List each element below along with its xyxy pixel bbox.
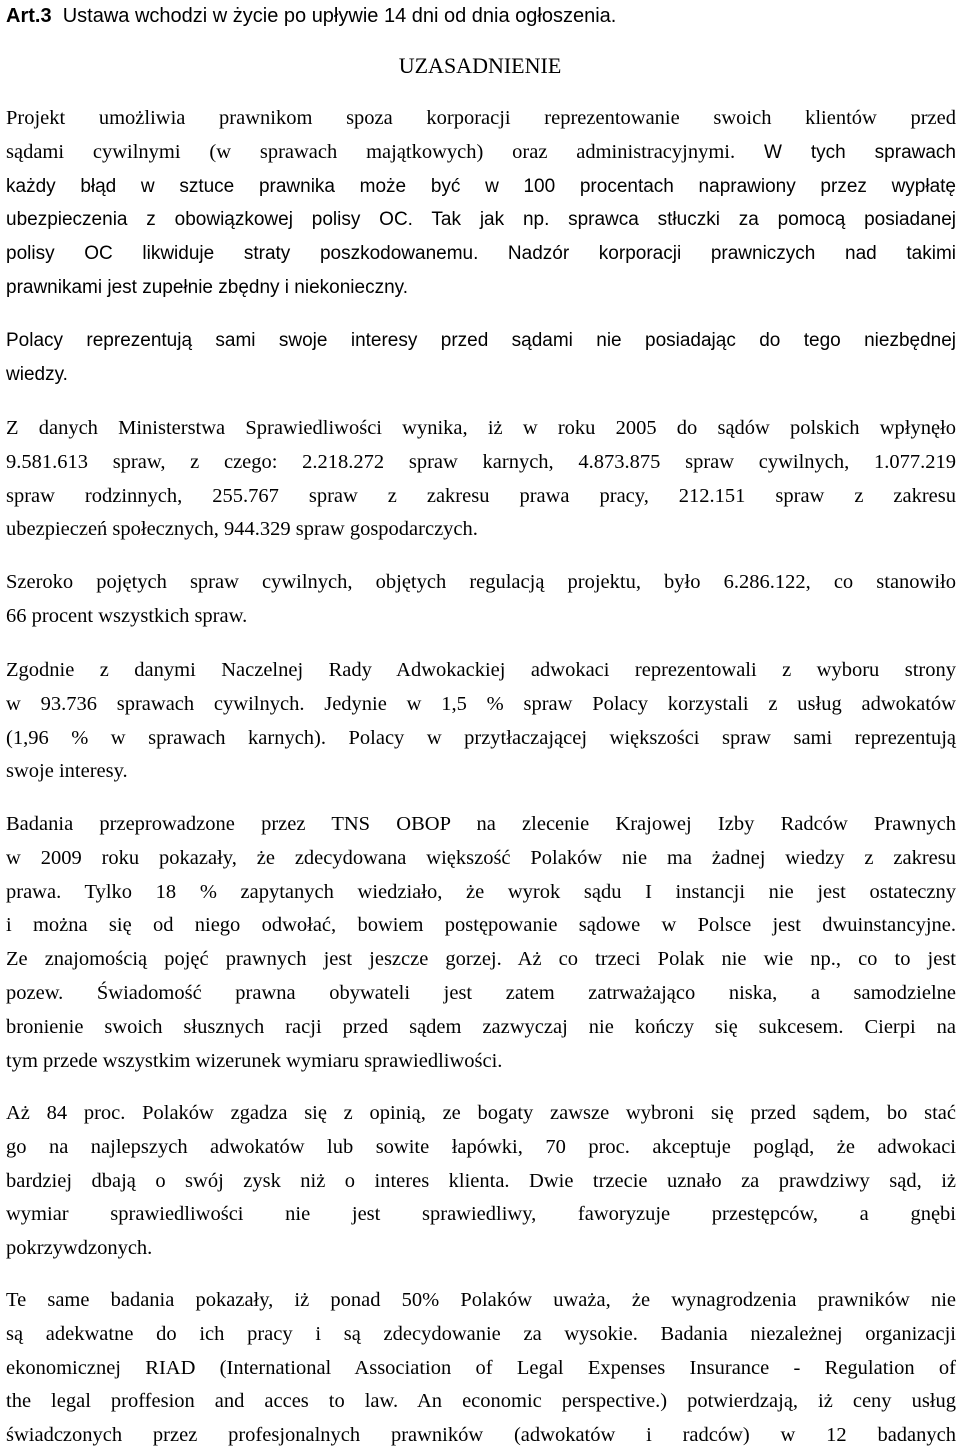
text-line: Aż 84 proc. Polaków zgadza się z opinią, ze bogaty zawsze wybroni się przed sądem, bo stać (6, 1102, 956, 1124)
text-segment: sądami cywilnymi (w sprawach majątkowych) oraz administracyjnymi. (6, 140, 736, 163)
text-line (6, 203, 956, 237)
text-line: ekonomicznej RIAD (International Association of Legal Expenses Insurance - Regulation of (6, 1356, 956, 1379)
paragraph-7 (6, 1097, 956, 1266)
text-line: Z danych Ministerstwa Sprawiedliwości wynika, iż w roku 2005 do sądów polskich wpłynęło (6, 417, 956, 439)
text-line: the legal proffesion and acces to law. An economic perspective.) potwierdzają, iż ceny usług (6, 1390, 956, 1413)
text-line: pozew. Świadomość prawna obywateli jest zatem zatrważająco niska, a samodzielne (6, 981, 956, 1004)
text-line: Polacy reprezentują sami swoje interesy przed sądami nie posiadając do tego niezbędnej (6, 330, 956, 351)
text-line: każdy błąd w sztuce prawnika może być w 100 procentach naprawiony przez wypłatę (6, 175, 956, 197)
text-line: Te same badania pokazały, iż ponad 50% Polaków uważa, że wynagrodzenia prawników nie (6, 1289, 956, 1311)
text-line: i można się od niego odwołać, bowiem postępowanie sądowe w Polsce jest dwuinstancyjne. (6, 914, 956, 937)
text-line: (1,96 % w sprawach karnych). Polacy w przytłaczającej większości spraw sami reprezentują (6, 726, 956, 749)
text-line: 9.581.613 spraw, z czego: 2.218.272 spraw karnych, 4.873.875 spraw cywilnych, 1.077.219 (6, 450, 956, 473)
text-line: prawa. Tylko 18 % zapytanych wiedziało, że wyrok sądu I instancji nie jest ostateczny (6, 880, 956, 903)
text-line: w 93.736 sprawach cywilnych. Jedynie w 1,5 % spraw Polacy korzystali z usług adwokatów (6, 692, 956, 715)
text-line: Projekt umożliwia prawnikom spoza korporacji reprezentowanie swoich klientów przed (6, 107, 956, 129)
text-line: wiedzy. (6, 363, 68, 385)
text-line: 66 procent wszystkich spraw. (6, 604, 248, 627)
article-label: Art.3 (6, 5, 52, 27)
text-line: Ze znajomością pojęć prawnych jest jeszcze gorzej. Aż co trzeci Polak nie wie np., co to jest (6, 948, 956, 971)
text-line: prawnikami jest zupełnie zbędny i niekonieczny. (6, 276, 409, 298)
paragraph-6 (6, 808, 956, 1078)
text-line (6, 237, 956, 271)
paragraph-5 (6, 654, 956, 789)
text-line: wymiar sprawiedliwości nie jest sprawiedliwy, faworyzuje przestępców, a gnębi (6, 1203, 956, 1226)
text-segment: sprawca stłuczki za pomocą posiadanej (568, 209, 957, 231)
text-segment: Nadzór korporacji prawniczych nad takimi (507, 243, 956, 265)
text-line: Badania przeprowadzone przez TNS OBOP na zlecenie Krajowej Izby Radców Prawnych (6, 813, 956, 835)
text-line: swoje interesy. (6, 760, 128, 783)
text-line: go na najlepszych adwokatów lub sowite łapówki, 70 proc. akceptuje pogląd, że adwokaci (6, 1135, 956, 1158)
paragraph-2 (6, 324, 956, 392)
text-line: są adekwatne do ich pracy i są zdecydowanie za wysokie. Badania niezależnej organizacji (6, 1322, 956, 1345)
text-line: Szeroko pojętych spraw cywilnych, objętych regulacją projektu, było 6.286.122, co stanowiło (6, 571, 956, 593)
text-line: pokrzywdzonych. (6, 1237, 153, 1260)
text-line: bronienie swoich słusznych racji przed sądem zazwyczaj nie kończy się sukcesem. Cierpi na (6, 1015, 956, 1038)
text-line: w 2009 roku pokazały, że zdecydowana większość Polaków nie ma żadnej wiedzy z zakresu (6, 846, 956, 869)
paragraph-1 (6, 102, 956, 305)
text-segment: polisy OC likwiduje straty poszkodowanemu. (6, 243, 479, 265)
text-line (6, 136, 956, 170)
article-line (6, 2, 956, 30)
text-line: bardziej dbają o swój zysk niż o interes klienta. Dwie trzecie uznało za prawdziwy sąd, iż (6, 1169, 956, 1192)
text-line: ubezpieczeń społecznych, 944.329 spraw gospodarczych. (6, 518, 478, 541)
text-line: tym przede wszystkim wizerunek wymiaru sprawiedliwości. (6, 1049, 503, 1072)
text-line: Zgodnie z danymi Naczelnej Rady Adwokackiej adwokaci reprezentowali z wyboru strony (6, 659, 956, 681)
section-heading: UZASADNIENIE (398, 53, 562, 78)
paragraph-4 (6, 566, 956, 634)
text-line: spraw rodzinnych, 255.767 spraw z zakresu prawa pracy, 212.151 spraw z zakresu (6, 484, 956, 507)
paragraph-3 (6, 412, 956, 547)
text-segment: ubezpieczenia z obowiązkowej polisy OC. Tak jak np. (6, 209, 550, 231)
article-text: Ustawa wchodzi w życie po upływie 14 dni od dnia ogłoszenia. (62, 5, 617, 27)
text-segment: W tych sprawach (763, 141, 957, 163)
text-line: świadczonych przez profesjonalnych prawników (adwokatów i radców) w 12 badanych (6, 1424, 956, 1447)
paragraph-8 (6, 1284, 956, 1453)
